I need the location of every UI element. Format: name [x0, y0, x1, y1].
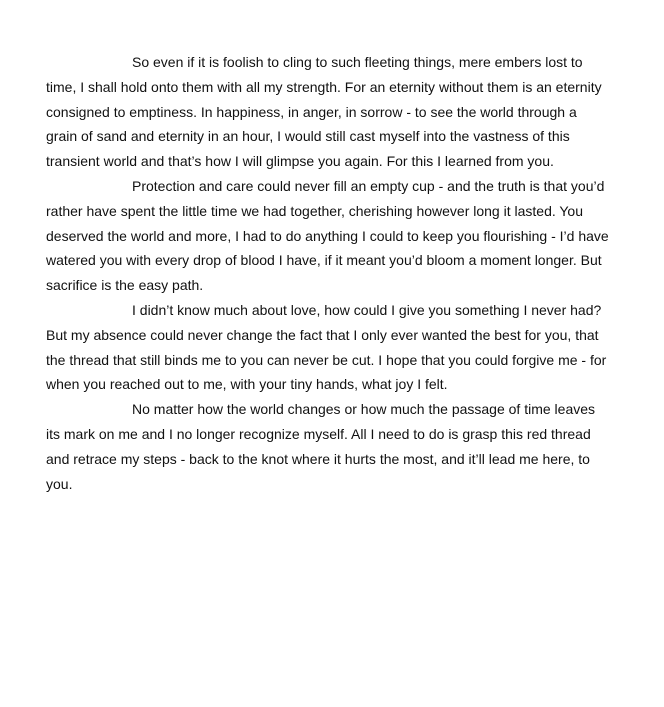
- paragraph-4: No matter how the world changes or how much the passage of time leaves its mark on me and I no longer recognize myself. All I need to do is grasp this red thread and retrace my steps - back to the knot where it hurts the most, and it’ll lead me here, to you.: [46, 401, 596, 492]
- paragraph-2: Protection and care could never fill an empty cup - and the truth is that you’d rather have spent the little time we had together, cherishing however long it lasted. You deserved the world and more, I had to do anything I could to keep you flourishing - I’d have watered you with every drop of blood I have, if it meant you’d bloom a moment longer. But sacrifice is the easy path.: [46, 177, 609, 294]
- paragraph-1: So even if it is foolish to cling to such fleeting things, mere embers lost to time, I shall hold onto them with all my strength. For an eternity without them is an eternity consigned to emptiness. In happiness, in anger, in sorrow - to see the world through a grain of sand and eternity in an hour, I would still cast myself into the vastness of this transient world and that’s how I will glimpse you again. For this I learned from you.: [46, 54, 602, 170]
- document-body: [46, 50, 610, 496]
- paragraph-3: I didn’t know much about love, how could I give you something I never had? But my absence could never change the fact that I only ever wanted the best for you, that the thread that still binds me to you can never be cut. I hope that you could forgive me - for when you reached out to me, with your tiny hands, what joy I felt.: [46, 301, 607, 393]
